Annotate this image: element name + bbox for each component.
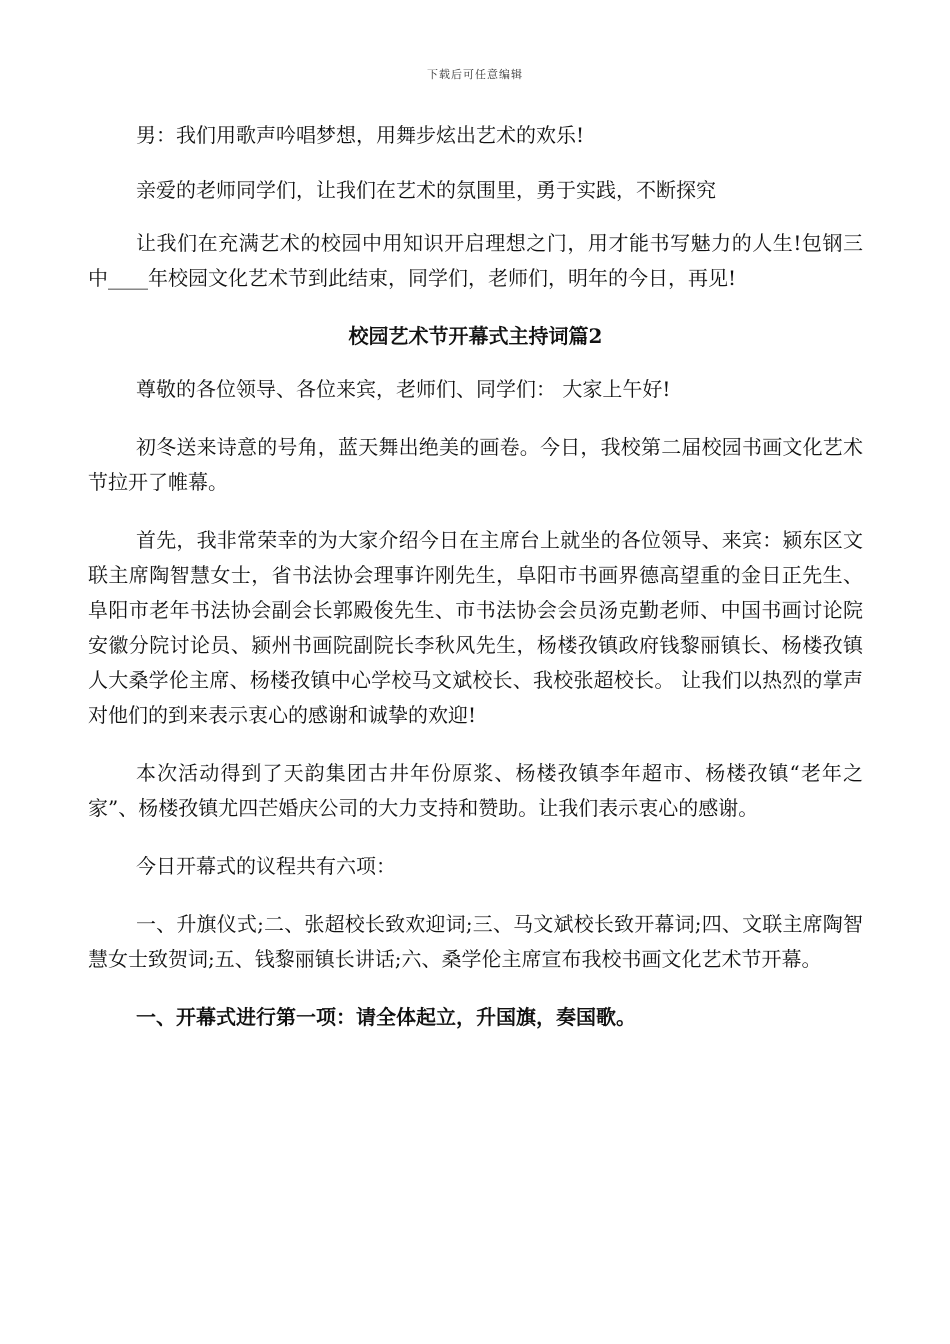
paragraph: 让我们在充满艺术的校园中用知识开启理想之门，用才能书写魅力的人生!包钢三中____年校园文化艺术节到此结束，同学们，老师们，明年的今日，再见! bbox=[88, 231, 863, 290]
paragraph: 本次活动得到了天韵集团古井年份原浆、杨楼孜镇李年超市、杨楼孜镇“老年之家”、杨楼孜镇尤四芒婚庆公司的大力支持和赞助。让我们表示衷心的感谢。 bbox=[88, 761, 863, 820]
paragraph: 男：我们用歌声吟唱梦想，用舞步炫出艺术的欢乐! bbox=[136, 123, 585, 147]
paragraph: 一、升旗仪式;二、张超校长致欢迎词;三、马文斌校长致开幕词;四、文联主席陶智慧女士致贺词;五、钱黎丽镇长讲话;六、桑学伦主席宣布我校书画文化艺术节开幕。 bbox=[88, 912, 863, 971]
agenda-item-heading: 一、开幕式进行第一项：请全体起立，升国旗，奏国歌。 bbox=[136, 1005, 636, 1029]
section-title: 校园艺术节开幕式主持词篇2 bbox=[348, 324, 603, 348]
paragraph: 亲爱的老师同学们，让我们在艺术的氛围里，勇于实践，不断探究 bbox=[136, 178, 716, 202]
paragraph: 首先，我非常荣幸的为大家介绍今日在主席台上就坐的各位领导、来宾：颍东区文联主席陶智慧女士，省书法协会理事许刚先生，阜阳市书画界德高望重的金日正先生、阜阳市老年书法协会副会长郭殿俊先生、市书法协会会员汤克勤老师、中国书画讨论院安徽分院讨论员、颍州书画院副院长李秋风先生，杨楼孜镇政府钱黎丽镇长、杨楼孜镇人大桑学伦主席、杨楼孜镇中心学校马文斌校长、我校张超校长。 让我们以热烈的掌声对他们的到来表示衷心的感谢和诚挚的欢迎! bbox=[88, 528, 863, 727]
document-body bbox=[88, 118, 863, 1035]
paragraph: 尊敬的各位领导、各位来宾，老师们、同学们： 大家上午好! bbox=[136, 377, 671, 401]
paragraph: 今日开幕式的议程共有六项： bbox=[136, 854, 396, 878]
header-note: 下载后可任意编辑 bbox=[427, 68, 523, 81]
paragraph: 初冬送来诗意的号角，蓝天舞出绝美的画卷。今日，我校第二届校园书画文化艺术节拉开了帷幕。 bbox=[88, 435, 863, 494]
